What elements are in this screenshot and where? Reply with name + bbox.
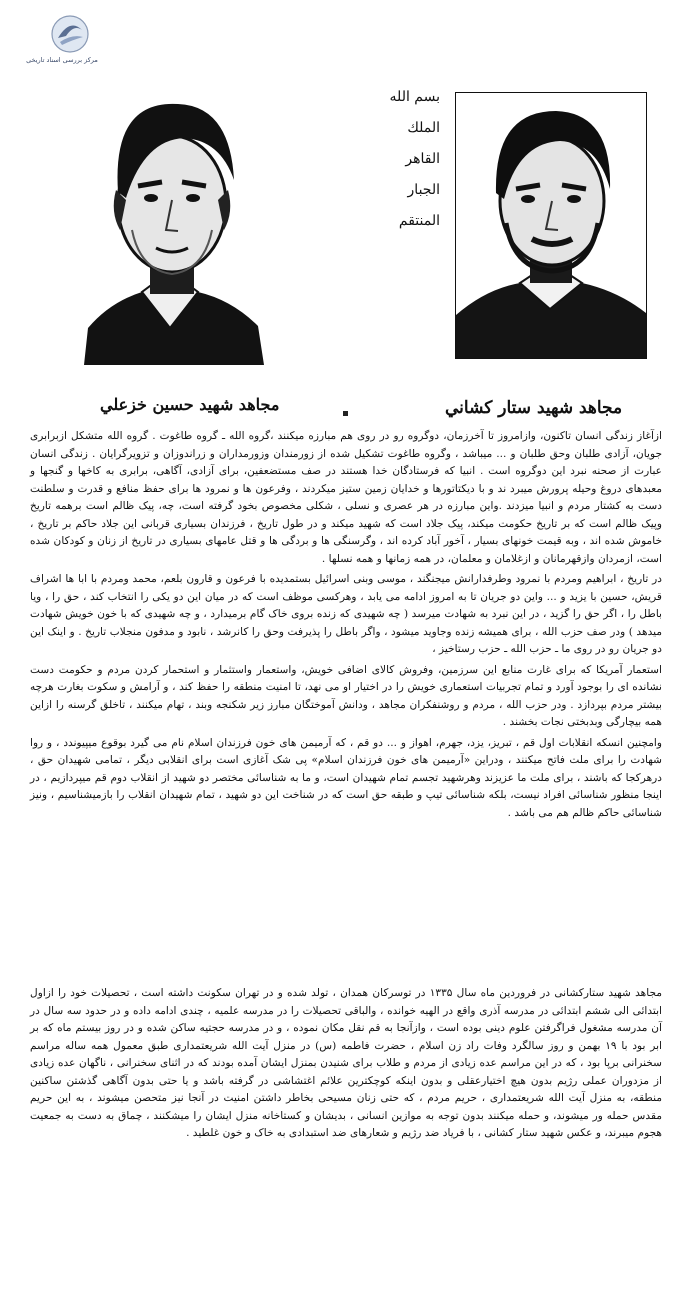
biography-text <box>30 985 662 1146</box>
bismillah-line: القاهر <box>405 151 440 167</box>
main-paragraph: ازآغاز زندگی انسان تاکنون، وازامروز تا آخرزمان، دوگروه رو در روی هم مبارزه میکنند ،گروه الله ـ گروه طاغوت . گروه الله متشکل ازبرابری جویان، آزادی طلبان وحق طلبان و ... میباشد ، وگروه طاغوت تشکیل شده از زورمندان وزورمداران و زراندوزان و تزویرگرایان . زندگی انسان عبارت از صحنه نبرد این دوگروه است . انبیا که فرستادگان خدا هستند در صف مستضعفین، برای آزادی، آگاهی، برابری به کاخها و گنجها و معبدهای دروغ وحیله پرورش میبرد ند و با دیکتاتورها و خدایان زمین ستیز میکردند ، وفرعون ها و نمرود ها برای حفظ منافع و قدرت و سلطنت دست به کشتار مردم و انبیا میزدند .واین مبارزه در هر عصری و نسلی ، شکلی مخصوص بخود گرفته است، چه، پیک ظالم است برهمه تاریخ وپیک ظالم است که بر تاریخ حکومت میکند، پیک جلاد است که شهید میکند و در طول تاریخ ، فرزندان بسیاری قربانی این جلاد حاکم بر تاریخ ، خاموش شده اند ، وبه قیمت خونهای بسیار ، آخور آباد کرده اند ، وگرسنگی ها و بردگی ها و قتل عامهای بسیاری در تاریخ از زنان و کودکان شده است، ازمردان وازقهرمانان و ازغلامان و معلمان، در همه زمانها و همه نسلها . <box>30 430 662 565</box>
caption-right: مجاهد شهيد ستار كشاني <box>445 398 623 418</box>
bismillah-line: الملك <box>407 120 440 136</box>
portrait-sattar-keshani <box>455 92 647 359</box>
main-paragraph: در تاریخ ، ابراهیم ومردم با نمرود وطرفدارانش میجنگند ، موسی وبنی اسرائیل بستمدیده با فرعون و قارون بلعم، محمد ومردم با ابا ها اشراف قریش، حسین با یزید و ... واین دو جریان تا به امروز ادامه می یابد ، وهرکسی موظف است که در میان این دو یکی را انتخاب کند ، حق را ، ویا باطل را ، اگر حق را گزید ، در این نبرد به شهادت میرسد ( چه شهیدی که زنده بروی خاک گام برمیدارد ، و چه شهیدی که با خون خویش شهادت میدهد ) ودر صف حزب الله ، برای همیشه زنده وجاوید میشود ، واگر باطل را پذیرفت وحق را کانرشد ، نابود و مدفون منجلاب تاریخ . و اینک این دو جریان رو در روی ما ـ حزب الله ـ حزب رستاخیز ، <box>30 573 662 655</box>
bismillah-line: الجبار <box>407 182 440 198</box>
main-text <box>30 428 662 825</box>
logo-text: مرکز بررسی اسناد تاریخی <box>26 56 98 64</box>
main-paragraph: وامچنین انسکه انقلابات اول قم ، تبریز، یزد، جهرم، اهواز و ... دو قم ، که آرمیمن های خون فرزندان اسلام نام می گیرد بوقوع میپیوندد ، و روا شهادت را برای ملت فاتح میکنند ، ودراین «آرمیمن های خون فرزندان اسلام» پی شک آغازی است برای انقلابی دیگر ، تمامی شهیدان حق ، درهرکجا که باشند ، برای ملت ما عزیزند وهرشهید تجسم تمام شهیدان است، و ما به شناسائی مختصر دو شهید از انقلاب دوم قم میپردازیم ، در اینجا منظور شناسائی افراد نیست، بلکه شناسائی تیپ و طبقه حق است که در شناخت این دو شهید ، تمام شهیدان انقلاب را بازمیشناسیم ، ونیز شناسائی حاکم ظالم هم می باشد . <box>30 736 662 819</box>
biography-paragraph: مجاهد شهید ستارکشانی در فروردین ماه سال ۱۳۳۵ در توسرکان همدان ، تولد شده و در تهران سکونت داشته است ، تحصیلات خود را ازاول ابتدائی الی ششم ابتدائی در مدرسه آذری واقع در الهیه خوانده ، والباقی تحصیلات را در مدرسه علمیه ، چندی ادامه داده و در حدود سه سال در آن مدرسه مشغول فراگرفتن علوم دینی بوده است ، وازآنجا به قم نقل مکان نموده ، و در مدرسه حجتیه ساکن شده و در روز بیستم ماه که بر ابر بود با ۱۹ بهمن و روز سالگرد وفات راد زن اسلام ، حضرت فاطمه (س) در منزل آیت الله شریعتمداری طبق معمول همه ساله مراسم سخنرانی برپا بود ، که در این مراسم عده زیادی از مردم و طلاب برای شنیدن بمنزل ایشان آمده بودند که در اثنای سخنرانی ، ناگهان عده زیادی از مزدوران عملی رژیم بدون هیچ اختیارعقلی و بدون اینکه کوچکترین علائم اغتشاشی در گرفته باشد و یا حتی بدون آگاهی گذشتن ساکنین منطقه، به منزل آیت الله شریعتمداری ، حریم مردم ، که حتی زنان مسیحی بخاطر داشتن امنیت در آنجا نیز متحصن میشوند ، به این حریم مقدس حمله ور میشوند، و حمله میکنند بدون توجه به موازین انسانی ، بدیشان و کستاخانه منزل ایشان را میشکنند ، چماق به دست به جمعیت هجوم میبرند، و عکس شهید ستار کشانی ، با فریاد ضد رژیم و شعارهای ضد استبدادی به خاک و خون غلطید . <box>30 987 663 1139</box>
archive-logo-icon <box>50 14 90 54</box>
separator-mark <box>343 411 348 416</box>
archive-logo <box>22 14 102 69</box>
portrait-hossein-khazali <box>80 80 265 365</box>
bismillah-line: بسم الله <box>389 89 440 105</box>
bismillah-header <box>350 90 440 245</box>
caption-left: مجاهد شهيد حسين خزعلي <box>100 395 280 414</box>
bismillah-line: المنتقم <box>398 213 440 229</box>
main-paragraph: استعمار آمریکا که برای غارت منابع این سرزمین، وفروش کالای اضافی خویش، واستعمار واستثمار و استحمار کردن مردم و حکومت دست نشانده ای را بوجود آورد و تمام تجربیات استعماری خویش را در اختیار او می نهد، تا امنیت منطقه را حفظ کند ، و آرامش و سکوت بغارت هرچه بیشتر مردم بپردازد . ودر حزب الله ، مردم و روشنفکران مجاهد ، ودانش آموختگان مبارز زیر شکنجه وبند ، تهام میکنند ، تاخلق گرسنه را ازاین همه بیچارگی وبدبختی نجات بخشند . <box>30 663 662 728</box>
